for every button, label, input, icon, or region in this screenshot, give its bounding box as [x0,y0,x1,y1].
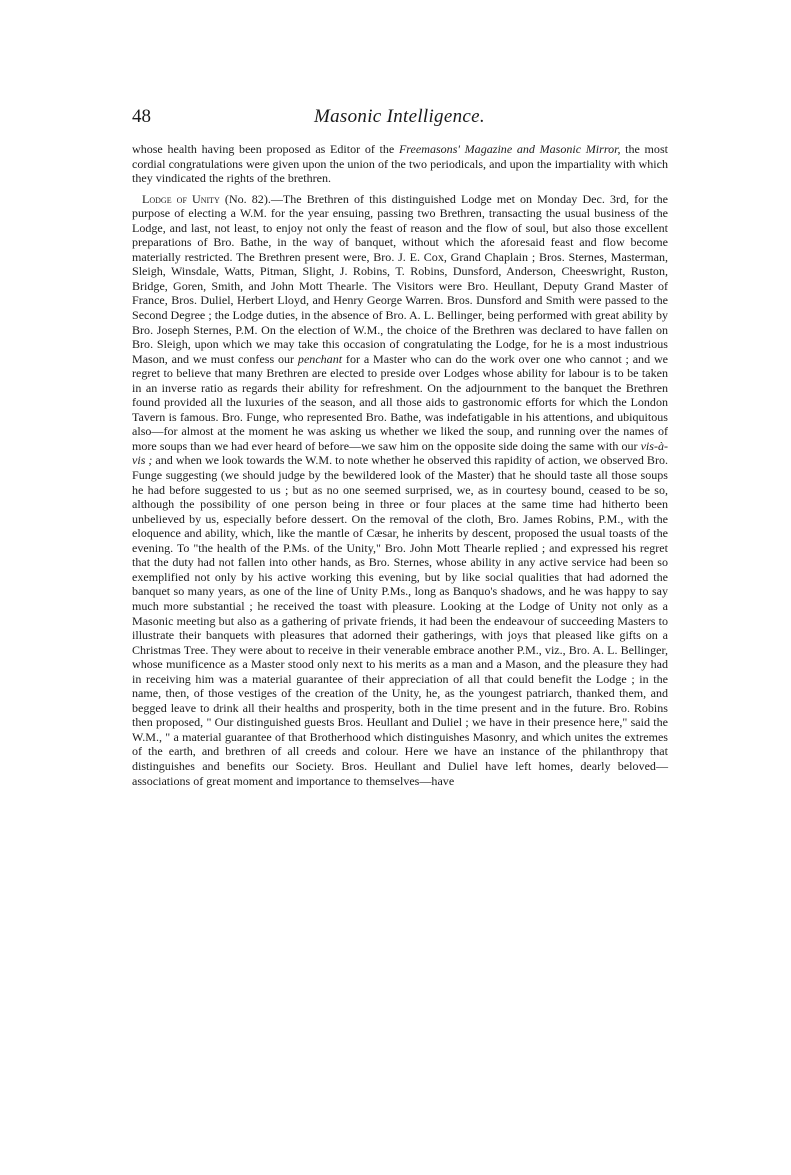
page-header [132,106,668,132]
running-head: Masonic Intelligence. [314,106,485,127]
paragraph-text: and when we look towards the W.M. to note whether he observed this rapidity of action, we observed Bro. Funge suggesting (we should judge by the bewildered look of the Master) that he should taste all those soups he had before suggested to us ; but as no one seemed surprised, we, as in courtesy bound, ceased to be so, although the possibility of one person being in three or four places at the same time had hitherto been unbelieved by us, especially before dessert. On the removal of the cloth, Bro. James Robins, P.M., with the eloquence and ability, which, like the mantle of Cæsar, he inherits by descent, proposed the usual toasts of the evening. To "the health of the P.Ms. of the Unity," Bro. John Mott Thearle replied ; and expressed his regret that the duty had not fallen into other hands, as Bro. Sternes, whose ability in any active service had been so exemplified not only by his active working this evening, but by like social qualities that had adorned the banquet so many years, as one of the line of Unity P.Ms., long as Banquo's shadows, and he was happy to say much more substantial ; he received the toast with pleasure. Looking at the Lodge of Unity not only as a Masonic meeting but also as a gathering of private friends, it had been the endeavour of succeeding Masters to illustrate their banquets with pleasures that adorned their gatherings, with joys that pleased like gifts on a Christmas Tree. They were about to receive in their venerable embrace another P.M., viz., Bro. A. L. Bellinger, whose munificence as a Master stood only next to his merits as a man and a Mason, and the pleasure they had in receiving him was a material guarantee of their appreciation of all that could benefit the Lodge ; in the name, then, of those vestiges of the creation of the Unity, he, as the youngest patriarch, thanked them, and begged leave to drink all their healths and prosperity, both in the time present and in the future. Bro. Robins then proposed, " Our distinguished guests Bros. Heullant and Duliel ; we have in their presence here," said the W.M., " a material guarantee of that Brotherhood which distinguishes Masonry, and which unites the extremes of the earth, and brethren of all creeds and colour. Here we have an instance of the philanthropy that distinguishes and benefits our Society. Bros. Heullant and Duliel have left homes, dearly beloved—associations of great moment and importance to themselves—have [132,453,669,788]
paragraph-lodge-of-unity [132,192,668,788]
paragraph-text: (No. 82).—The Brethren of this distinguished Lodge met on Monday Dec. 3rd, for the purpose of electing a W.M. for the year ensuing, passing two Brethren, transacting the usual business of the Lodge, and last, not least, to enjoy not only the feast of reason and the flow of soul, but also those excellent preparations of Bro. Bathe, in the way of banquet, without which the aforesaid feast and flow become materially restricted. The Brethren present were, Bro. J. E. Cox, Grand Chaplain ; Bros. Sternes, Masterman, Sleigh, Winsdale, Watts, Pitman, Slight, J. Robins, T. Robins, Dunsford, Anderson, Cheeswright, Ruston, Bridge, Goren, Smith, and John Mott Thearle. The Visitors were Bro. Heullant, Deputy Grand Master of France, Bros. Duliel, Herbert Lloyd, and Henry George Warren. Bros. Dunsford and Smith were passed to the Second Degree ; the Lodge duties, in the absence of Bro. A. L. Bellinger, being performed with great ability by Bro. Joseph Sternes, P.M. On the election of W.M., the choice of the Brethren was declared to have fallen on Bro. Sleigh, upon which we may take this occasion of congratulating the Lodge, for he is a most industrious Mason, and we must confess our [132,191,668,366]
page-number: 48 [132,106,151,127]
paragraph-text: the most cordial congratulations were given upon the union of the two periodicals, and upon the impartiality with which they vindicated the rights of the brethren. [132,142,668,186]
article-body [132,142,668,788]
italic-term: vis-à-vis ; [132,438,668,468]
paragraph-text: for a Master who can do the work over one who cannot ; and we regret to believe that many Brethren are elected to preside over Lodges whose ability for labour is to be taken in an inverse ratio as regards their ability for refreshment. On the adjournment to the banquet the Brethren found provided all the luxuries of the season, and all those aids to gastronomic efforts for which the London Tavern is famous. Bro. Funge, who represented Bro. Bathe, was indefatigable in his attentions, and ubiquitous also—for almost at the moment he was asking us whether we liked the soup, and running over the names of more soups than we had ever heard of before—we saw him on the opposite side doing the same with our [132,351,668,453]
paragraph-text: whose health having been proposed as Editor of the [132,142,399,156]
magazine-title: Freemasons' Magazine and Masonic Mirror, [398,142,621,156]
lodge-title: Lodge of Unity [142,191,220,206]
italic-term: penchant [297,351,343,366]
paragraph-continuation [132,142,668,186]
